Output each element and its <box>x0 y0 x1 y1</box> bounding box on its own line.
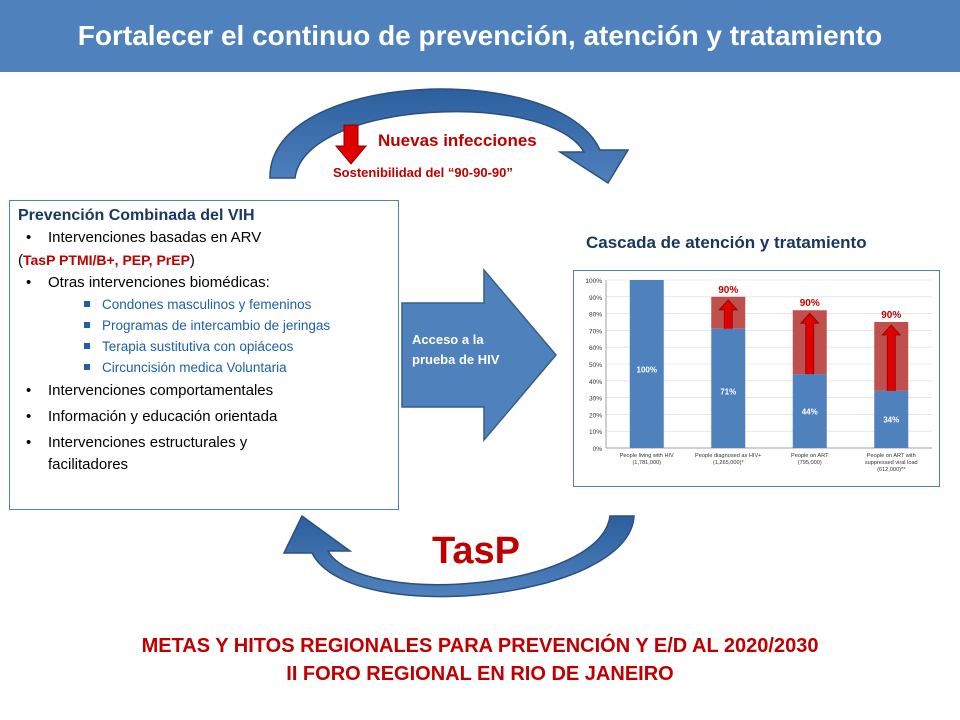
cascade-chart-frame <box>573 270 940 487</box>
prevention-box-title: Prevención Combinada del VIH <box>18 207 255 224</box>
footer-line-1: METAS Y HITOS REGIONALES PARA PREVENCIÓN Y E/D AL 2020/2030 <box>141 635 819 657</box>
footer-line-2: II FORO REGIONAL EN RIO DE JANEIRO <box>286 663 674 685</box>
x-category-label: People on ART with suppressed viral load (612,000)** <box>864 453 918 473</box>
sub-list-item: Programas de intercambio de jeringas <box>18 315 390 336</box>
footer <box>0 632 960 688</box>
slide-title: Fortalecer el continuo de prevención, atención y tratamiento <box>77 20 883 51</box>
y-tick-label: 50% <box>588 362 602 369</box>
new-infections-label: Nuevas infecciones <box>378 131 537 150</box>
target-label: 90% <box>799 298 820 310</box>
target-label: 90% <box>718 284 739 296</box>
target-label: 90% <box>881 310 902 321</box>
list-item: • Intervenciones estructurales y facilitadores <box>18 432 328 476</box>
y-tick-label: 90% <box>588 294 602 302</box>
list-item: • Otras intervenciones biomédicas: <box>18 272 390 294</box>
access-arrow-label: Acceso a la prueba de HIV <box>412 332 500 367</box>
y-tick-label: 100% <box>585 278 602 285</box>
bar-value-label: 71% <box>720 387 737 397</box>
list-item-continuation: (TasP PTMI/B+, PEP, PrEP) <box>18 252 195 269</box>
x-category-label: People diagnosed as HIV+ (1,265,000)* <box>695 453 762 466</box>
y-tick-label: 70% <box>588 328 602 336</box>
y-tick-label: 20% <box>588 412 602 420</box>
sustainability-label: Sostenibilidad del “90-90-90” <box>333 165 513 180</box>
x-category-label: People on ART (795,000) <box>790 453 829 466</box>
cascade-bar <box>630 280 664 448</box>
y-tick-label: 60% <box>588 345 602 353</box>
x-category-label: People living with HIV (1,781,000) <box>619 453 674 466</box>
y-tick-label: 10% <box>588 429 602 437</box>
arv-strategies: TasP PTMI/B+, PEP, PrEP <box>23 252 190 268</box>
combination-prevention-box <box>9 200 399 510</box>
list-item: • Intervenciones basadas en ARV <box>18 227 390 249</box>
list-item: • Información y educación orientada <box>18 406 390 428</box>
tasp-label: TasP <box>432 530 521 572</box>
y-tick-label: 0% <box>592 446 602 453</box>
cascade-title: Cascada de atención y tratamiento <box>586 233 867 252</box>
sub-list-item: Terapia sustitutiva con opiáceos <box>18 336 390 357</box>
bar-value-label: 100% <box>636 365 657 375</box>
y-tick-label: 40% <box>588 378 602 386</box>
bar-value-label: 44% <box>801 407 818 417</box>
y-tick-label: 80% <box>588 311 602 319</box>
sub-list-item: Circuncisión medica Voluntaria <box>18 357 390 378</box>
y-tick-label: 30% <box>588 395 602 403</box>
cascade-chart <box>574 271 939 486</box>
bar-value-label: 34% <box>883 415 900 425</box>
prevention-list <box>18 227 390 476</box>
list-item: • Intervenciones comportamentales <box>18 380 390 402</box>
sub-list-item: Condones masculinos y femeninos <box>18 294 390 315</box>
